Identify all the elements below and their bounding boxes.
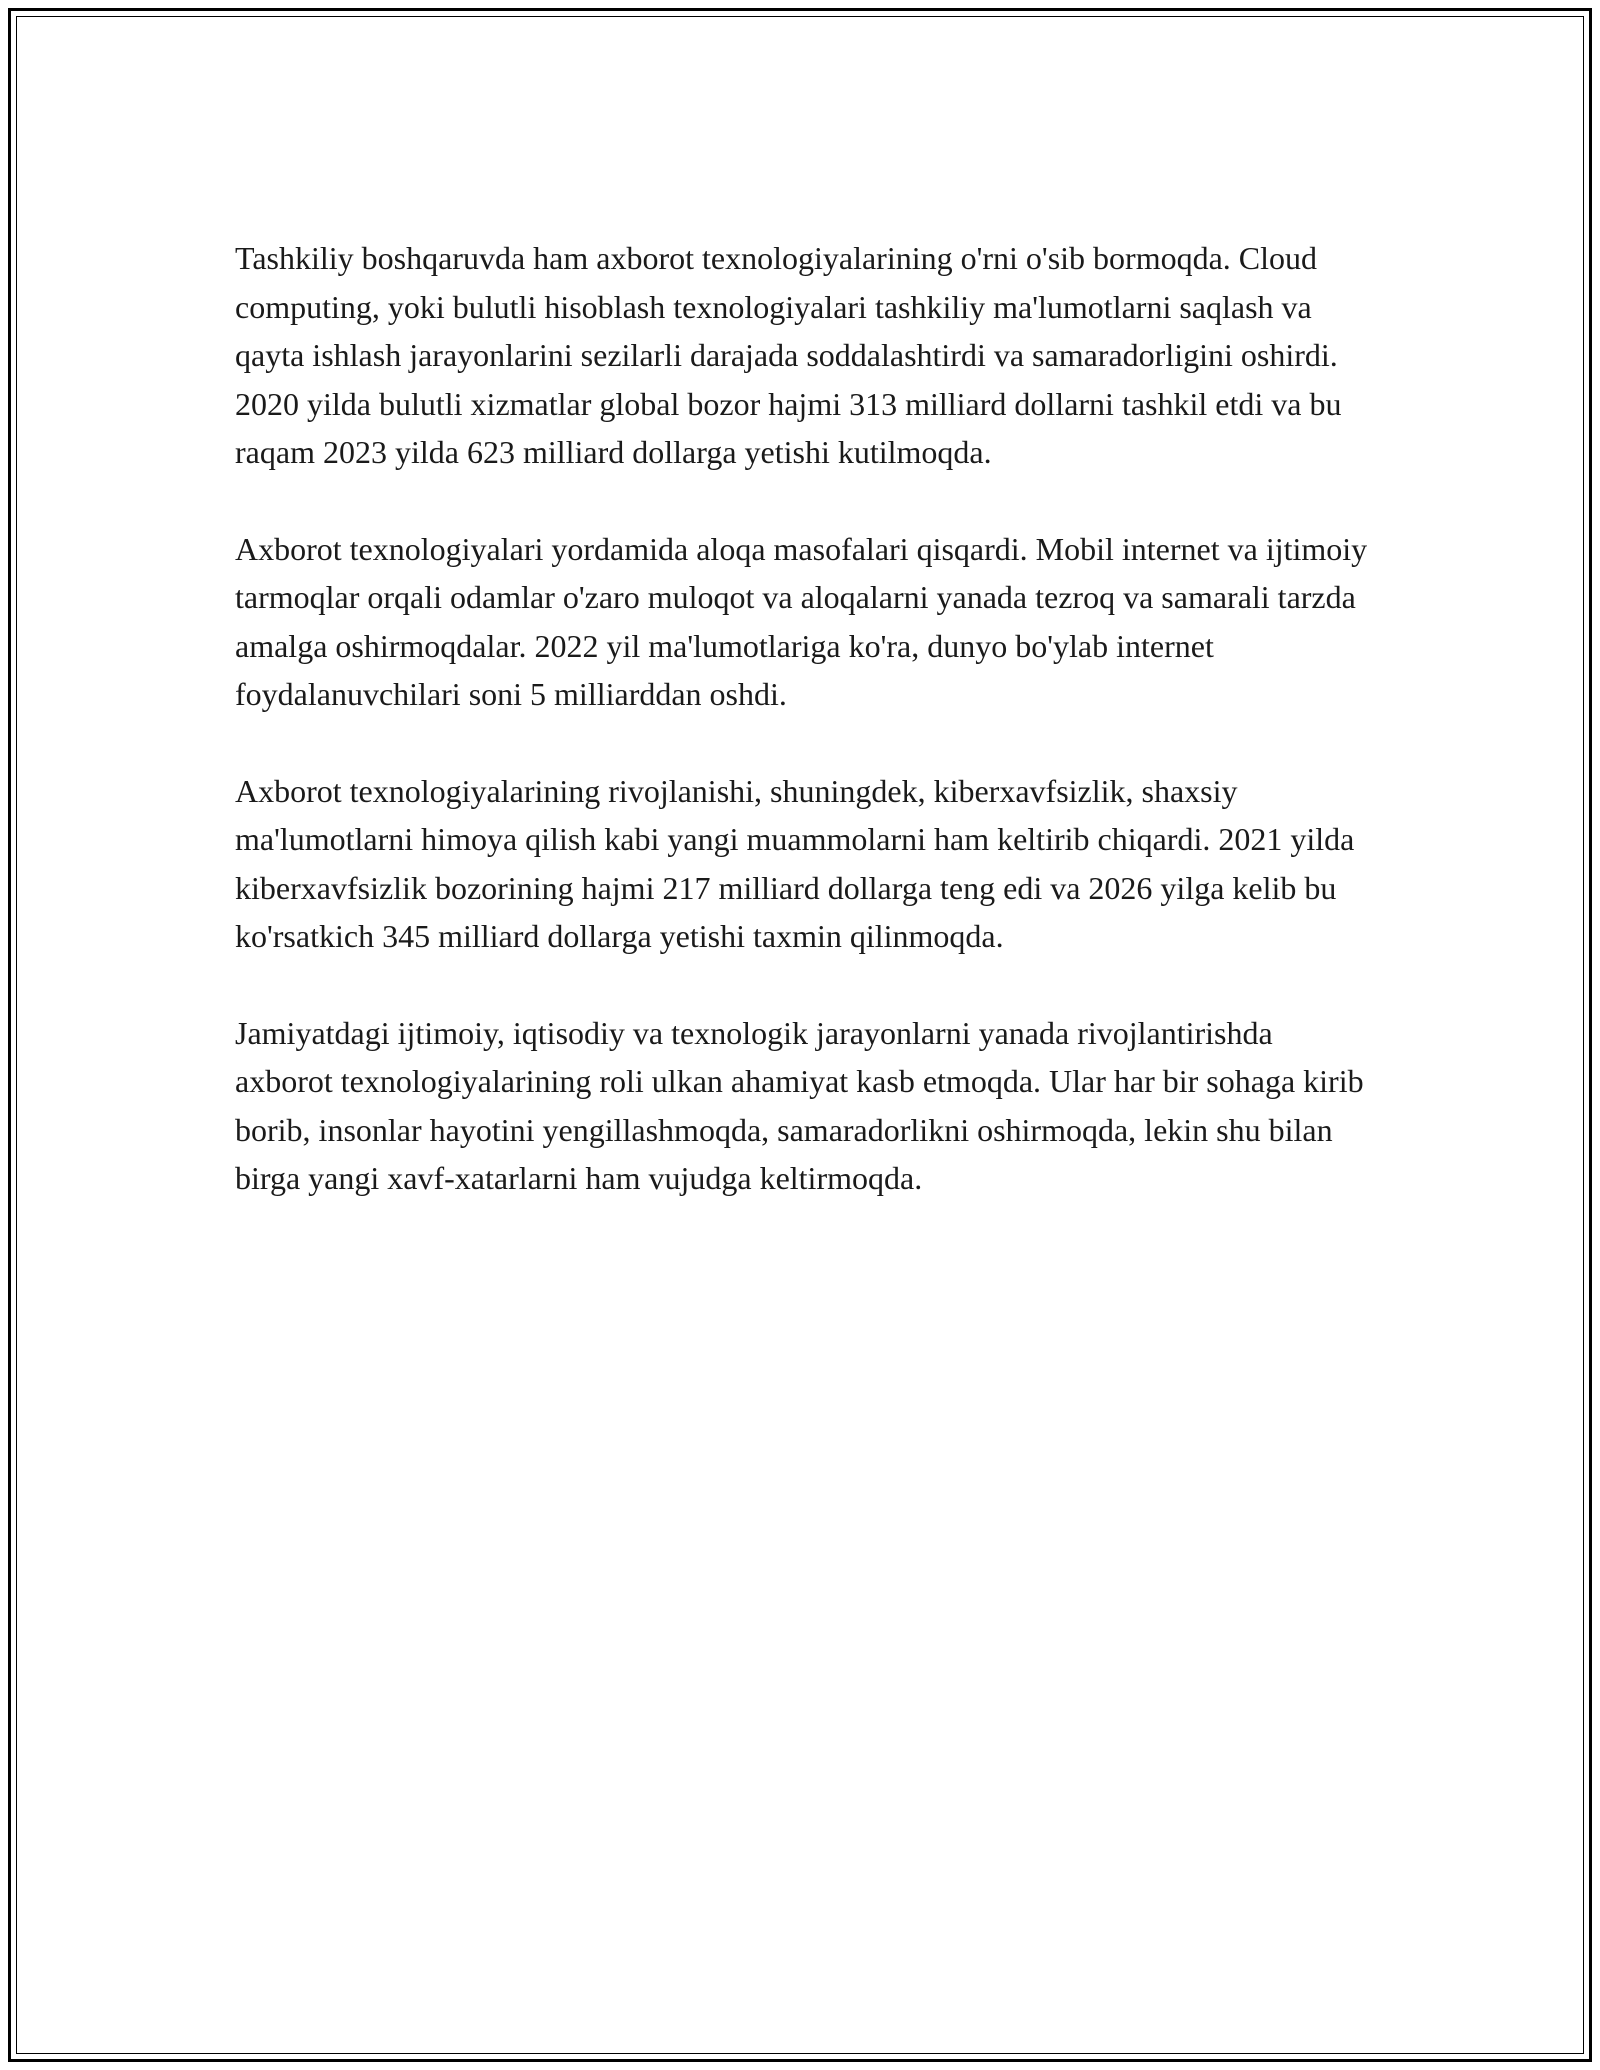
paragraph-cloud-computing: Tashkiliy boshqaruvda ham axborot texnologiyalarining o'rni o'sib bormoqda. Cloud computing, yoki bulutli hisoblash texnologiyalari tashkiliy ma'lumotlarni saqlash va qayta ishlash jarayonlarini sezilarli darajada soddalashtirdi va samaradorligini oshirdi. 2020 yilda bulutli xizmatlar global bozor hajmi 313 milliard dollarni tashkil etdi va bu raqam 2023 yilda 623 milliard dollarga yetishi kutilmoqda.: [235, 240, 1342, 470]
paragraph-conclusion: Jamiyatdagi ijtimoiy, iqtisodiy va texnologik jarayonlarni yanada rivojlantirishda axborot texnologiyalarining roli ulkan ahamiyat kasb etmoqda. Ular har bir sohaga kirib borib, insonlar hayotini yengillashmoqda, samaradorlikni oshirmoqda, lekin shu bilan birga yangi xavf-xatarlarni ham vujudga keltirmoqda.: [235, 1014, 1364, 1196]
paragraph-communication: Axborot texnologiyalari yordamida aloqa masofalari qisqardi. Mobil internet va ijtimoiy tarmoqlar orqali odamlar o'zaro muloqot va aloqalarni yanada tezroq va samarali tarzda amalga oshirmoqdalar. 2022 yil ma'lumotlariga ko'ra, dunyo bo'ylab internet foydalanuvchilari soni 5 milliarddan oshdi.: [235, 530, 1368, 712]
document-body: [235, 234, 1375, 1251]
paragraph-cybersecurity: Axborot texnologiyalarining rivojlanishi, shuningdek, kiberxavfsizlik, shaxsiy ma'lumotlarni himoya qilish kabi yangi muammolarni ham keltirib chiqardi. 2021 yilda kiberxavfsizlik bozorining hajmi 217 milliard dollarga teng edi va 2026 yilga kelib bu ko'rsatkich 345 milliard dollarga yetishi taxmin qilinmoqda.: [235, 772, 1355, 954]
